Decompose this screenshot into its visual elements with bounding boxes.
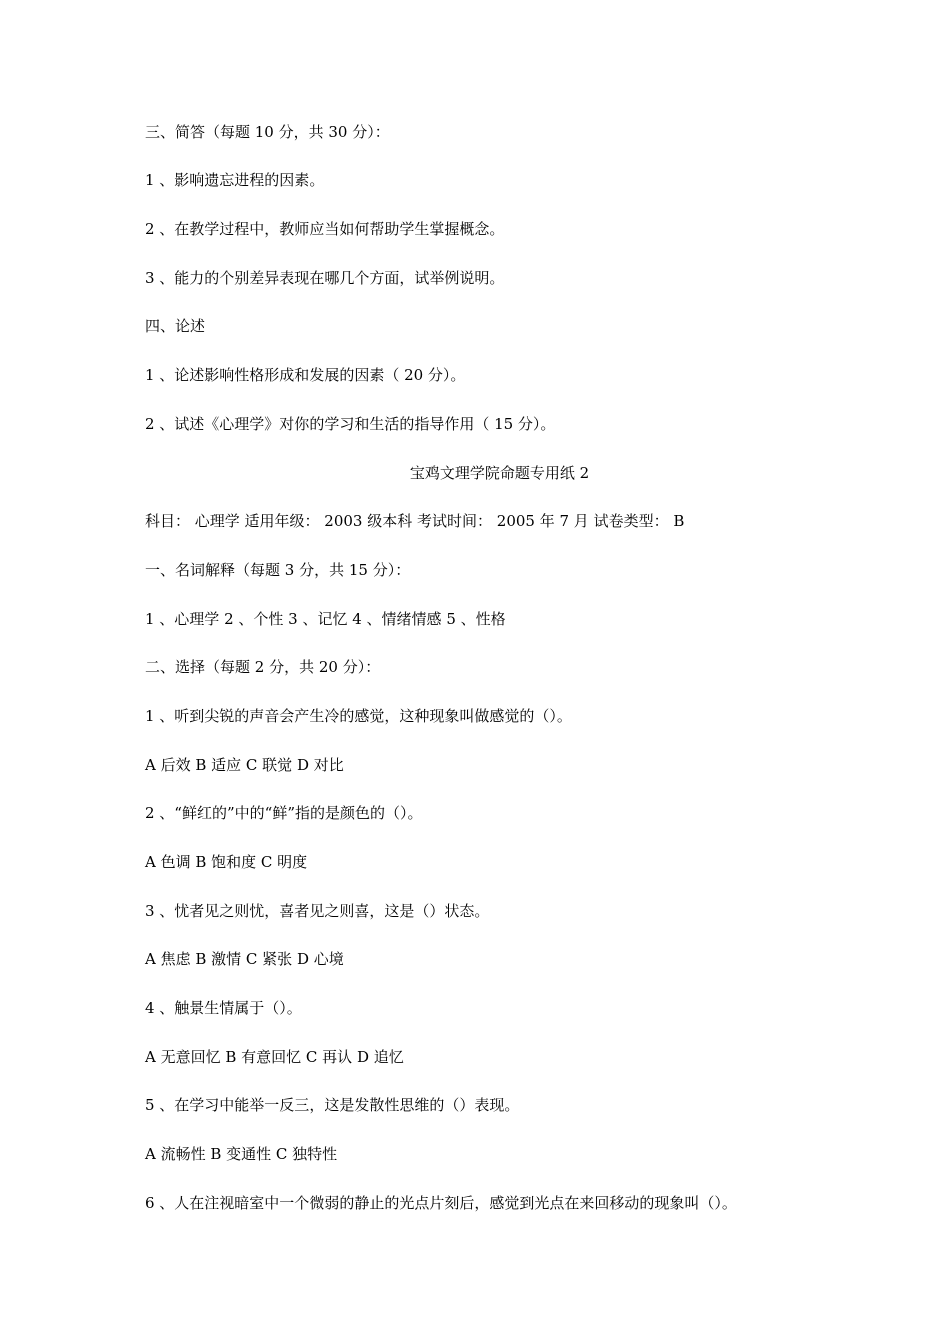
question-3: 3 、忧者见之则忧，喜者见之则喜，这是（）状态。 [145, 902, 490, 920]
essay-1: 1 、论述影响性格形成和发展的因素（ 20 分）。 [145, 366, 466, 384]
question-1: 1 、听到尖锐的声音会产生冷的感觉，这种现象叫做感觉的（）。 [145, 707, 572, 725]
options-5: A 流畅性 B 变通性 C 独特性 [145, 1145, 338, 1163]
exam-info: 科目： 心理学 适用年级： 2003 级本科 考试时间： 2005 年 7 月 试卷类型： B [145, 512, 685, 530]
short-answer-2: 2 、在教学过程中，教师应当如何帮助学生掌握概念。 [145, 220, 505, 238]
section-1-heading: 一、名词解释（每题 3 分，共 15 分）： [145, 561, 411, 579]
short-answer-1: 1 、影响遗忘进程的因素。 [145, 171, 325, 189]
section-3-heading: 三、简答（每题 10 分，共 30 分）： [145, 123, 390, 141]
question-2: 2 、“鲜红的”中的“鲜”指的是颜色的（）。 [145, 804, 423, 822]
section-4-heading: 四、论述 [145, 317, 206, 335]
essay-2: 2 、试述《心理学》对你的学习和生活的指导作用（ 15 分）。 [145, 415, 556, 433]
page-title [0, 463, 950, 483]
options-4: A 无意回忆 B 有意回忆 C 再认 D 追忆 [145, 1048, 404, 1066]
question-6: 6 、人在注视暗室中一个微弱的静止的光点片刻后，感觉到光点在来回移动的现象叫（）。 [145, 1194, 737, 1212]
section-2-heading: 二、选择（每题 2 分，共 20 分）： [145, 658, 381, 676]
page-title-text: 宝鸡文理学院命题专用纸 2 [409, 464, 590, 482]
options-3: A 焦虑 B 激情 C 紧张 D 心境 [145, 950, 344, 968]
question-5: 5 、在学习中能举一反三，这是发散性思维的（）表现。 [145, 1096, 520, 1114]
term-list: 1 、心理学 2 、个性 3 、记忆 4 、情绪情感 5 、性格 [145, 610, 506, 628]
options-2: A 色调 B 饱和度 C 明度 [145, 853, 308, 871]
short-answer-3: 3 、能力的个别差异表现在哪几个方面，试举例说明。 [145, 269, 505, 287]
question-4: 4 、触景生情属于（）。 [145, 999, 302, 1017]
options-1: A 后效 B 适应 C 联觉 D 对比 [145, 756, 344, 774]
